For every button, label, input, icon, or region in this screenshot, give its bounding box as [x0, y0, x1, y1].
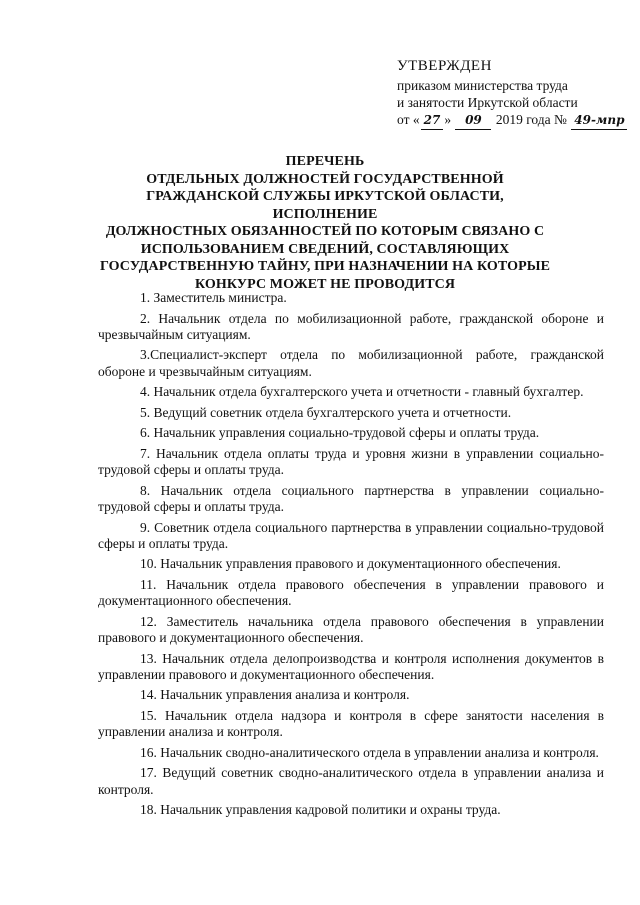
- list-item: 16. Начальник сводно-аналитического отдела в управлении анализа и контроля.: [140, 744, 599, 760]
- list-item: 4. Начальник отдела бухгалтерского учета и отчетности - главный бухгалтер.: [140, 384, 584, 400]
- list-item: 1. Заместитель министра.: [140, 290, 287, 305]
- title-line-5: ИСПОЛЬЗОВАНИЕМ СВЕДЕНИЙ, СОСТАВЛЯЮЩИХ: [140, 241, 510, 257]
- date-month-handwritten: 09: [455, 112, 491, 130]
- approval-heading: УТВЕРЖДЕН: [397, 58, 492, 74]
- list-item: 17. Ведущий советник сводно-аналитического отдела в управлении анализа и контроля.: [98, 765, 604, 797]
- document-title: [95, 153, 555, 293]
- list-item: 15. Начальник отдела надзора и контроля в сфере занятости населения в управлении анализа и контроля.: [98, 707, 604, 740]
- list-item: 3.Специалист-эксперт отдела по мобилизационной работе, гражданской обороне и чрезвычайным ситуациям.: [98, 347, 604, 379]
- list-item: 9. Советник отдела социального партнерства в управлении социально-трудовой сферы и оплаты труда.: [98, 519, 604, 551]
- title-line-3: ГРАЖДАНСКОЙ СЛУЖБЫ ИРКУТСКОЙ ОБЛАСТИ, ИСПОЛНЕНИЕ: [146, 189, 504, 222]
- date-mid: »: [444, 112, 452, 127]
- approval-line-1: приказом министерства труда: [397, 78, 568, 93]
- list-item: 14. Начальник управления анализа и контроля.: [140, 687, 410, 703]
- list-item: 12. Заместитель начальника отдела правового обеспечения в управлении правового и документационного обеспечения.: [98, 613, 604, 645]
- title-line-1: ПЕРЕЧЕНЬ: [285, 154, 365, 169]
- date-year-text: 2019 года №: [495, 112, 567, 127]
- list-item: 10. Начальник управления правового и документационного обеспечения.: [140, 556, 561, 572]
- list-item: 5. Ведущий советник отдела бухгалтерского учета и отчетности.: [140, 404, 512, 420]
- approval-line-2: и занятости Иркутской области: [397, 95, 578, 110]
- list-item: 11. Начальник отдела правового обеспечения в управлении правового и документационного обеспечения.: [98, 576, 604, 609]
- list-item: 8. Начальник отдела социального партнерства в управлении социально-трудовой сферы и оплаты труда.: [98, 482, 604, 514]
- title-line-6: ГОСУДАРСТВЕННУЮ ТАЙНУ, ПРИ НАЗНАЧЕНИИ НА КОТОРЫЕ: [99, 259, 551, 274]
- order-number-handwritten: 49-мпр: [571, 112, 627, 130]
- approval-date-line: [397, 111, 633, 130]
- title-line-2: ОТДЕЛЬНЫХ ДОЛЖНОСТЕЙ ГОСУДАРСТВЕННОЙ: [146, 171, 504, 187]
- positions-list: [98, 290, 604, 823]
- date-day-handwritten: 27: [421, 112, 444, 130]
- title-line-4: ДОЛЖНОСТНЫХ ОБЯЗАННОСТЕЙ ПО КОТОРЫМ СВЯЗАНО С: [105, 224, 545, 239]
- title-line-7: КОНКУРС МОЖЕТ НЕ ПРОВОДИТСЯ: [194, 276, 456, 292]
- approval-stamp: [397, 58, 633, 130]
- list-item: 2. Начальник отдела по мобилизационной работе, гражданской обороне и чрезвычайным ситуациям.: [98, 310, 604, 342]
- list-item: 18. Начальник управления кадровой политики и охраны труда.: [140, 802, 501, 818]
- date-prefix: от «: [397, 112, 420, 127]
- list-item: 6. Начальник управления социально-трудовой сферы и оплаты труда.: [140, 425, 540, 441]
- list-item: 7. Начальник отдела оплаты труда и уровня жизни в управлении социально-трудовой сферы и оплаты труда.: [98, 445, 604, 478]
- list-item: 13. Начальник отдела делопроизводства и контроля исполнения документов в управлении правового и документационного обеспечения.: [98, 650, 604, 682]
